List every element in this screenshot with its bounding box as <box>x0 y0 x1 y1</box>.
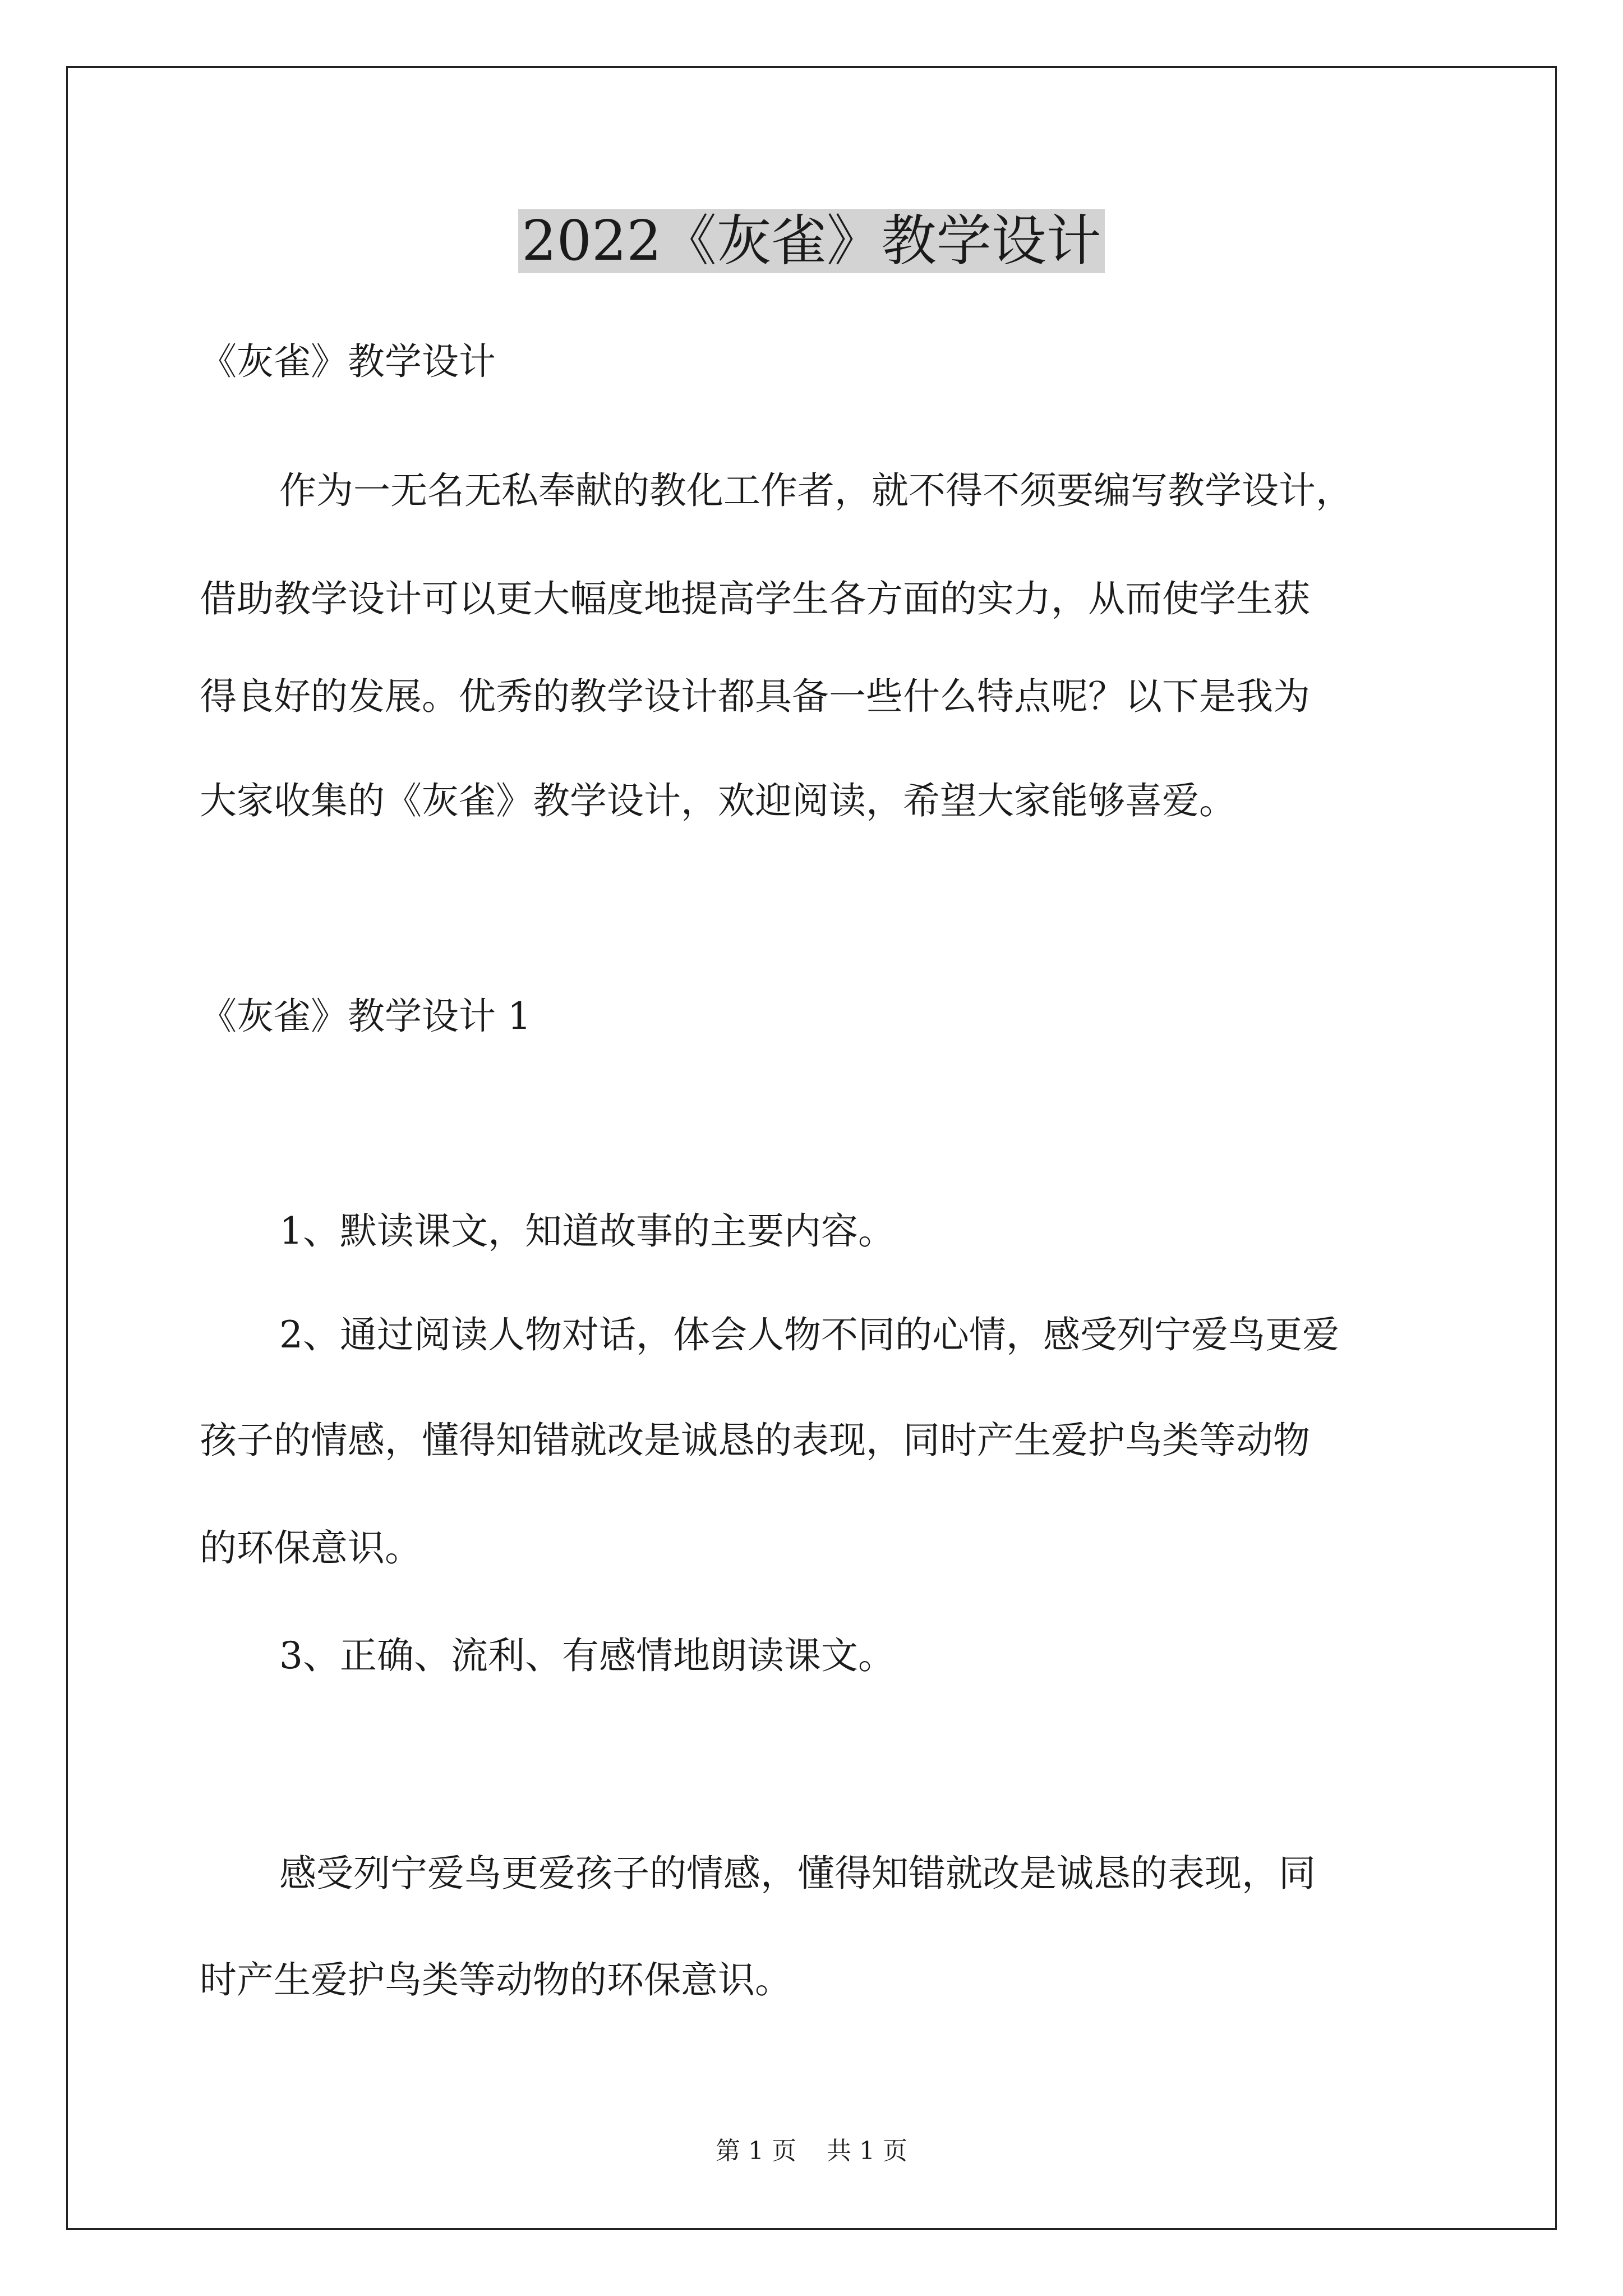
paragraph-line: 感受列宁爱鸟更爱孩子的情感，懂得知错就改是诚恳的表现，同 <box>279 1852 1316 1895</box>
page-footer <box>0 2134 1623 2168</box>
objective-item-3: 3、正确、流利、有感情地朗读课文。 <box>279 1634 895 1677</box>
page-total: 共 1 页 <box>827 2137 907 2165</box>
paragraph-line: 时产生爱护鸟类等动物的环保意识。 <box>200 1958 792 2001</box>
objective-item-2: 2、通过阅读人物对话，体会人物不同的心情，感受列宁爱鸟更爱 <box>279 1313 1339 1356</box>
paragraph-line: 孩子的情感，懂得知错就改是诚恳的表现，同时产生爱护鸟类等动物 <box>200 1419 1310 1462</box>
paragraph-line: 借助教学设计可以更大幅度地提高学生各方面的实力，从而使学生获 <box>200 577 1310 620</box>
document-title <box>0 202 1623 280</box>
section-heading-intro: 《灰雀》教学设计 <box>200 340 496 383</box>
paragraph-line: 的环保意识。 <box>200 1526 422 1570</box>
document-title-text: 2022《灰雀》教学设计 <box>518 209 1104 273</box>
section-heading-1: 《灰雀》教学设计 1 <box>200 995 531 1038</box>
paragraph-line: 得良好的发展。优秀的教学设计都具备一些什么特点呢？以下是我为 <box>200 675 1310 718</box>
paragraph-line: 大家收集的《灰雀》教学设计，欢迎阅读，希望大家能够喜爱。 <box>200 779 1236 822</box>
paragraph-line: 作为一无名无私奉献的教化工作者，就不得不须要编写教学设计， <box>279 469 1353 512</box>
page-number: 第 1 页 <box>716 2137 796 2165</box>
page-border <box>66 66 1557 2230</box>
objective-item-1: 1、默读课文，知道故事的主要内容。 <box>279 1209 895 1253</box>
